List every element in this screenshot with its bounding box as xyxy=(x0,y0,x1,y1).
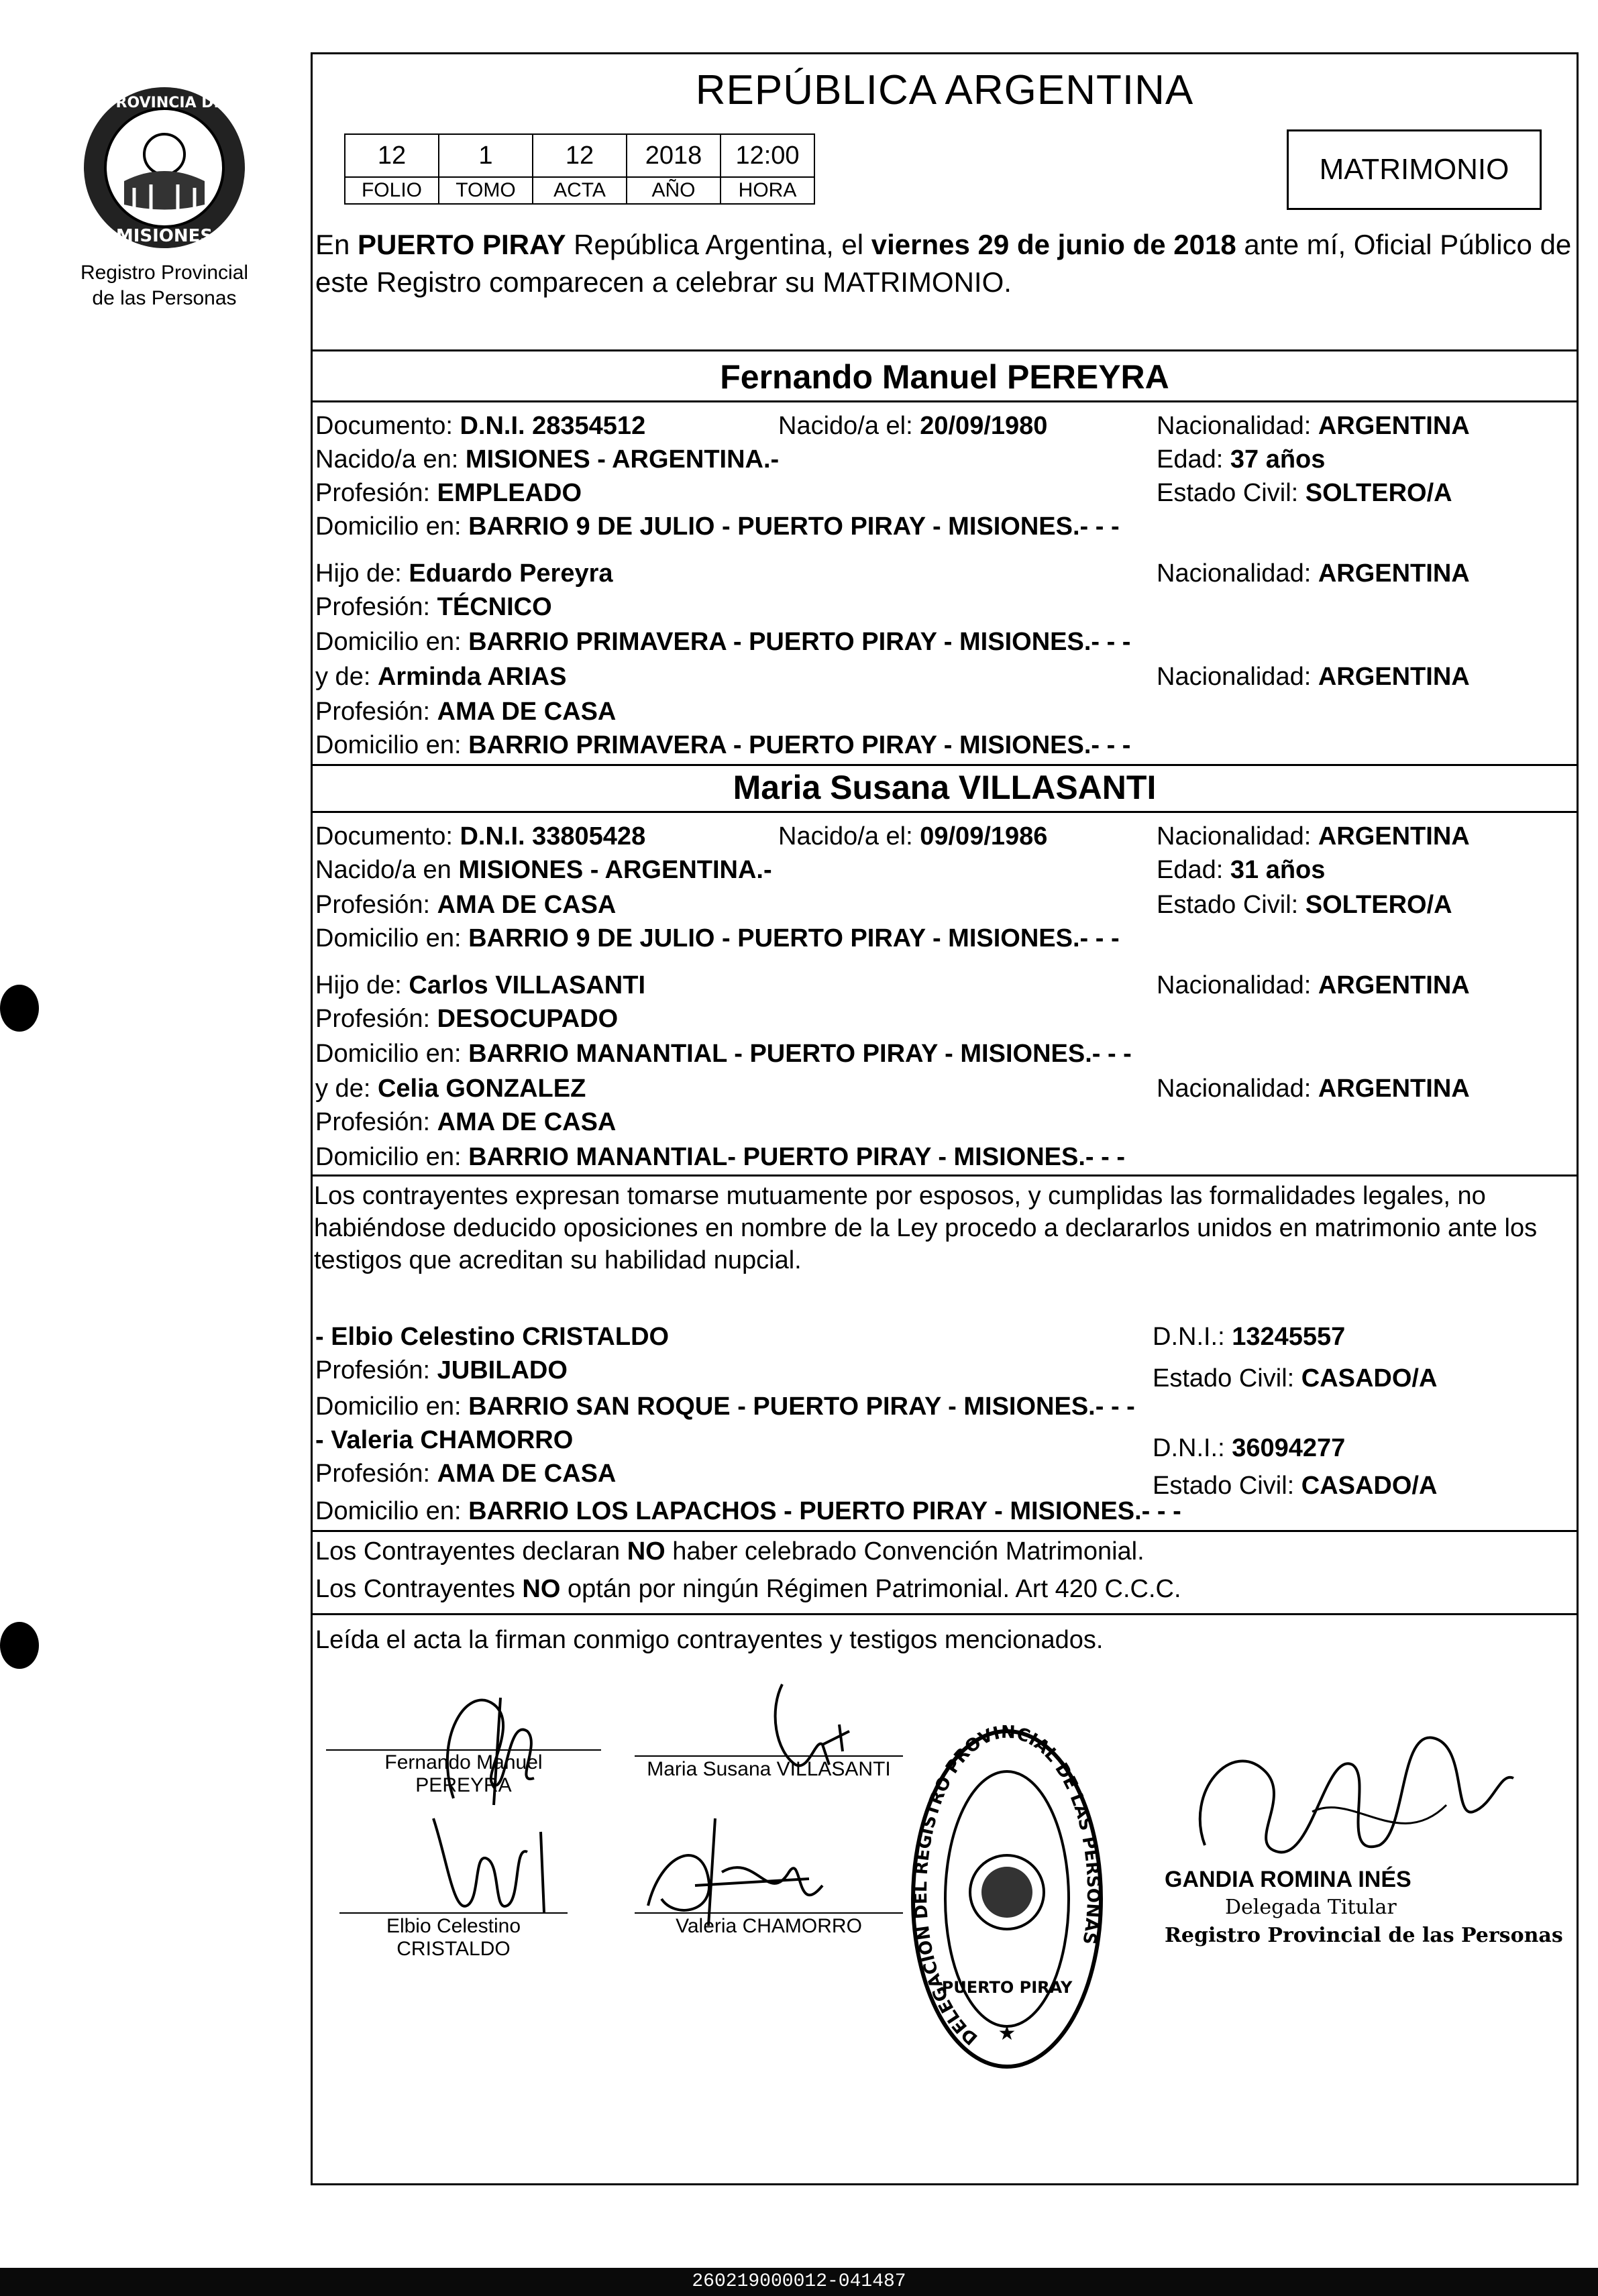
registry-reference-table xyxy=(344,133,815,205)
witness2-signature-line xyxy=(635,1912,903,1914)
registry-caption xyxy=(64,260,265,311)
bride-profession: AMA DE CASA xyxy=(437,891,617,919)
tomo-label: TOMO xyxy=(439,177,533,204)
bride-father-address-row: Domicilio en: BARRIO MANANTIAL - PUERTO PIRAY - MISIONES.- - - xyxy=(315,1040,1132,1068)
groom-civil-status: SOLTERO/A xyxy=(1305,479,1452,507)
bride-mother-address-row: Domicilio en: BARRIO MANANTIAL- PUERTO PIRAY - MISIONES.- - - xyxy=(315,1143,1125,1171)
bride-birthdate: 09/09/1986 xyxy=(920,822,1048,851)
certificate-frame xyxy=(311,52,1579,2185)
bride-name: Maria Susana VILLASANTI xyxy=(733,769,1157,806)
witness1-profession-row: Profesión: JUBILADO Estado Civil: CASADO/A xyxy=(315,1356,1438,1392)
groom-mother-name: Arminda ARIAS xyxy=(377,663,567,691)
svg-text:PUERTO PIRAY: PUERTO PIRAY xyxy=(941,1978,1073,1997)
svg-text:MISIONES: MISIONES xyxy=(115,226,213,246)
bride-address: BARRIO 9 DE JULIO - PUERTO PIRAY - MISIONES.- - - xyxy=(468,924,1120,952)
bride-dni: D.N.I. 33805428 xyxy=(460,822,646,851)
acta-label: ACTA xyxy=(533,177,627,204)
convention-line2: Los Contrayentes NO optán por ningún Régimen Patrimonial. Art 420 C.C.C. xyxy=(315,1575,1181,1603)
groom-signature-line xyxy=(326,1749,601,1751)
bride-birthplace-row: Nacido/a en MISIONES - ARGENTINA.- Edad: 31 años xyxy=(315,856,1326,884)
hora-label: HORA xyxy=(721,177,814,204)
intro-place: PUERTO PIRAY xyxy=(358,229,566,260)
punch-hole xyxy=(0,1622,39,1669)
delegate-block xyxy=(1165,1865,1563,1950)
act-type-box: MATRIMONIO xyxy=(1287,129,1542,210)
witness1-signature-label: Elbio Celestino CRISTALDO xyxy=(386,1915,521,1960)
divider xyxy=(313,764,1577,766)
registry-caption-line2: de las Personas xyxy=(92,287,237,309)
witness2-name-row: - Valeria CHAMORRO D.N.I.: 36094277 xyxy=(315,1426,1346,1462)
groom-father-profession: TÉCNICO xyxy=(437,593,552,621)
divider xyxy=(313,349,1577,351)
groom-father-address-row: Domicilio en: BARRIO PRIMAVERA - PUERTO PIRAY - MISIONES.- - - xyxy=(315,628,1131,656)
delegate-signature-icon xyxy=(1178,1711,1527,1885)
groom-father-profession-row: Profesión: TÉCNICO xyxy=(315,593,552,621)
groom-dni: D.N.I. 28354512 xyxy=(460,412,646,440)
bride-nationality: ARGENTINA xyxy=(1318,822,1470,851)
groom-father-nationality: ARGENTINA xyxy=(1318,559,1470,588)
divider xyxy=(313,1530,1577,1532)
witness1-signature-line xyxy=(339,1912,568,1914)
anio-value: 2018 xyxy=(627,134,721,177)
witness2-profession: AMA DE CASA xyxy=(437,1460,617,1488)
closing-line: Leída el acta la firman conmigo contrayentes y testigos mencionados. xyxy=(315,1626,1104,1654)
groom-birthplace: MISIONES - ARGENTINA.- xyxy=(465,445,780,474)
convention-line1: Los Contrayentes declaran NO haber celebrado Convención Matrimonial. xyxy=(315,1537,1144,1566)
registry-logo-block xyxy=(64,80,265,311)
delegate-role: Delegada Titular xyxy=(1225,1896,1397,1919)
witness2-address-row: Domicilio en: BARRIO LOS LAPACHOS - PUERTO PIRAY - MISIONES.- - - xyxy=(315,1497,1181,1525)
groom-mother-profession-row: Profesión: AMA DE CASA xyxy=(315,698,617,726)
bride-signature-label: Maria Susana VILLASANTI xyxy=(647,1758,891,1780)
bride-father-name: Carlos VILLASANTI xyxy=(409,971,646,999)
groom-nationality: ARGENTINA xyxy=(1318,412,1470,440)
divider xyxy=(313,1174,1577,1177)
witness2-name: - Valeria CHAMORRO xyxy=(315,1426,574,1454)
punch-hole xyxy=(0,985,39,1032)
bride-birthplace: MISIONES - ARGENTINA.- xyxy=(458,856,772,884)
folio-label: FOLIO xyxy=(345,177,439,204)
svg-text:DELEGACION DEL REGISTRO PROVIN: DELEGACION DEL REGISTRO PROVINCIAL DE LAS PERSONAS xyxy=(910,1725,1104,2049)
groom-age: 37 años xyxy=(1230,445,1326,474)
witness1-dni: 13245557 xyxy=(1232,1323,1346,1351)
groom-address: BARRIO 9 DE JULIO - PUERTO PIRAY - MISIONES.- - - xyxy=(468,512,1120,541)
witness1-address: BARRIO SAN ROQUE - PUERTO PIRAY - MISIONES.- - - xyxy=(468,1392,1135,1421)
bride-doc-row: Documento: D.N.I. 33805428 Nacido/a el: 09/09/1986 Nacionalidad: ARGENTINA xyxy=(315,822,1470,851)
bride-profession-row: Profesión: AMA DE CASA Estado Civil: SOLTERO/A xyxy=(315,891,1452,919)
witness2-profession-row: Profesión: AMA DE CASA Estado Civil: CASADO/A xyxy=(315,1460,1438,1500)
witness1-civil-status: CASADO/A xyxy=(1301,1364,1438,1392)
declaration-paragraph: Los contrayentes expresan tomarse mutuamente por esposos, y cumplidas las formalidades legales, no habiéndose deducido oposiciones en nombre de la Ley procedo a declararlos unidos en matrimonio ante los testigos que acreditan su habilidad nupcial. xyxy=(314,1182,1538,1274)
bride-age: 31 años xyxy=(1230,856,1326,884)
witness2-dni: 36094277 xyxy=(1232,1434,1346,1462)
groom-address-row: Domicilio en: BARRIO 9 DE JULIO - PUERTO PIRAY - MISIONES.- - - xyxy=(315,512,1120,541)
groom-mother-address: BARRIO PRIMAVERA - PUERTO PIRAY - MISIONES.- - - xyxy=(468,731,1131,759)
bride-address-row: Domicilio en: BARRIO 9 DE JULIO - PUERTO PIRAY - MISIONES.- - - xyxy=(315,924,1120,952)
folio-value: 12 xyxy=(345,134,439,177)
bride-mother-address: BARRIO MANANTIAL- PUERTO PIRAY - MISIONES.- - - xyxy=(468,1143,1125,1171)
bride-father-nationality: ARGENTINA xyxy=(1318,971,1470,999)
delegate-org: Registro Provincial de las Personas xyxy=(1165,1924,1563,1947)
witness2-signature-label: Valeria CHAMORRO xyxy=(676,1915,862,1937)
delegate-name: GANDIA ROMINA INÉS xyxy=(1165,1867,1411,1892)
acta-value: 12 xyxy=(533,134,627,177)
bride-mother-profession: AMA DE CASA xyxy=(437,1108,617,1136)
bride-signature-line xyxy=(635,1755,903,1757)
bride-father-profession: DESOCUPADO xyxy=(437,1005,619,1033)
intro-date: viernes 29 de junio de 2018 xyxy=(871,229,1236,260)
witness1-name-row: - Elbio Celestino CRISTALDO D.N.I.: 13245557 xyxy=(315,1323,1346,1351)
tomo-value: 1 xyxy=(439,134,533,177)
bride-mother-nationality: ARGENTINA xyxy=(1318,1075,1470,1103)
bride-father-profession-row: Profesión: DESOCUPADO xyxy=(315,1005,619,1033)
groom-mother-nationality: ARGENTINA xyxy=(1318,663,1470,691)
anio-label: AÑO xyxy=(627,177,721,204)
groom-doc-row: Documento: D.N.I. 28354512 Nacido/a el: 20/09/1980 Nacionalidad: ARGENTINA xyxy=(315,412,1470,440)
groom-mother-profession: AMA DE CASA xyxy=(437,698,617,726)
witness1-signature-icon xyxy=(407,1805,581,1926)
groom-signature-label: Fernando Manuel PEREYRA xyxy=(384,1751,543,1796)
bride-father-address: BARRIO MANANTIAL - PUERTO PIRAY - MISIONES.- - - xyxy=(468,1040,1132,1068)
bride-father-row: Hijo de: Carlos VILLASANTI Nacionalidad: ARGENTINA xyxy=(315,971,1470,999)
divider xyxy=(313,1613,1577,1615)
bride-mother-profession-row: Profesión: AMA DE CASA xyxy=(315,1108,617,1136)
witness1-name: - Elbio Celestino CRISTALDO xyxy=(315,1323,670,1351)
groom-father-name: Eduardo Pereyra xyxy=(409,559,613,588)
witness1-address-row: Domicilio en: BARRIO SAN ROQUE - PUERTO PIRAY - MISIONES.- - - xyxy=(315,1392,1135,1421)
province-seal-icon xyxy=(77,80,252,255)
groom-birthplace-row: Nacido/a en: MISIONES - ARGENTINA.- Edad: 37 años xyxy=(315,445,1326,474)
intro-paragraph: En PUERTO PIRAY República Argentina, el viernes 29 de junio de 2018 ante mí, Oficial Público de este Registro comparecen a celebrar su MATRIMONIO. xyxy=(315,229,1572,298)
witness1-profession: JUBILADO xyxy=(437,1356,568,1384)
witness2-civil-status: CASADO/A xyxy=(1301,1472,1438,1500)
bride-civil-status: SOLTERO/A xyxy=(1305,891,1452,919)
divider xyxy=(313,400,1577,402)
groom-name: Fernando Manuel PEREYRA xyxy=(720,358,1169,396)
groom-father-address: BARRIO PRIMAVERA - PUERTO PIRAY - MISIONES.- - - xyxy=(468,628,1131,656)
witness2-address: BARRIO LOS LAPACHOS - PUERTO PIRAY - MISIONES.- - - xyxy=(468,1497,1181,1525)
country-title: REPÚBLICA ARGENTINA xyxy=(695,67,1194,113)
bride-mother-name: Celia GONZALEZ xyxy=(377,1075,586,1103)
registry-stamp-icon xyxy=(906,1725,1108,2073)
groom-birthdate: 20/09/1980 xyxy=(920,412,1048,440)
divider xyxy=(313,811,1577,813)
groom-profession: EMPLEADO xyxy=(437,479,582,507)
groom-mother-address-row: Domicilio en: BARRIO PRIMAVERA - PUERTO PIRAY - MISIONES.- - - xyxy=(315,731,1131,759)
groom-profession-row: Profesión: EMPLEADO Estado Civil: SOLTERO/A xyxy=(315,479,1452,507)
registry-caption-line1: Registro Provincial xyxy=(80,262,249,284)
groom-father-row: Hijo de: Eduardo Pereyra Nacionalidad: ARGENTINA xyxy=(315,559,1470,588)
svg-text:★: ★ xyxy=(998,2022,1016,2044)
footer-barcode-text: 260219000012-041487 xyxy=(0,2268,1598,2296)
svg-text:PROVINCIA DE: PROVINCIA DE xyxy=(105,95,224,111)
bride-mother-row: y de: Celia GONZALEZ Nacionalidad: ARGENTINA xyxy=(315,1075,1470,1103)
hora-value: 12:00 xyxy=(721,134,814,177)
groom-mother-row: y de: Arminda ARIAS Nacionalidad: ARGENTINA xyxy=(315,663,1470,691)
witness2-signature-icon xyxy=(635,1812,849,1932)
